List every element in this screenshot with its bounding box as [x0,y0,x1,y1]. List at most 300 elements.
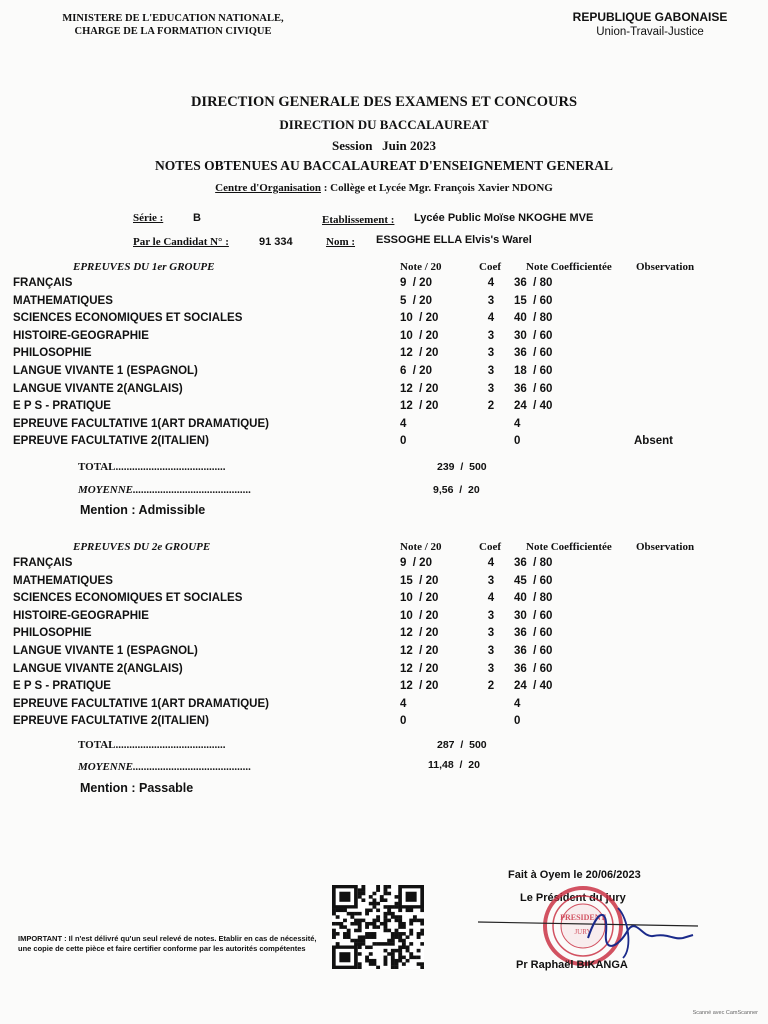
qr-module [420,922,424,926]
qr-module [354,942,358,946]
qr-module [372,925,376,929]
subject-cell: FRANÇAIS [13,557,73,569]
weighted-note-cell: 36 / 80 [514,277,553,289]
qr-module [391,952,395,956]
note-cell: 12 / 20 [400,645,439,657]
qr-module [391,915,395,919]
qr-module [372,922,376,926]
qr-module [369,932,373,936]
qr-module [402,939,406,943]
qr-module [391,956,395,960]
subject-cell: EPREUVE FACULTATIVE 1(ART DRAMATIQUE) [13,697,269,710]
subject-cell: E P S - PRATIQUE [13,680,111,693]
qr-module [347,929,351,933]
qr-module [417,935,421,939]
qr-module [369,922,373,926]
qr-module [384,925,388,929]
qr-module [380,942,384,946]
qr-module [365,935,369,939]
etablissement-value: Lycée Public Moïse NKOGHE MVE [414,212,594,224]
coef-cell: 4 [487,592,495,605]
weighted-note-cell: 18 / 60 [514,365,553,377]
qr-module [420,966,424,969]
qr-module [365,912,369,916]
coef-cell: 4 [487,312,495,325]
qr-module [347,935,351,939]
important-notice: IMPORTANT : Il n'est délivré qu'un seul relevé de notes. Etablir en cas de nécessité, une copie de cette pièce et faire certifier conforme par les autorités compétentes [18,934,317,953]
qr-module [339,925,343,929]
qr-module [391,966,395,969]
coef-cell: 4 [487,557,495,569]
candidate-number-label: Par le Candidat N° : [133,236,229,248]
ministry-line-1: MINISTERE DE L'EDUCATION NATIONALE, [62,13,284,24]
qr-module [402,922,406,926]
qr-module [395,932,399,936]
qr-module [369,962,373,966]
qr-module [413,915,417,919]
qr-module [332,935,336,939]
qr-module [365,945,369,949]
qr-module [402,932,406,936]
note-cell: 9 / 20 [400,277,432,289]
group2-moyenne-value: 11,48 / 20 [428,759,480,771]
table-row [0,418,768,435]
qr-module [358,919,362,923]
qr-module [358,888,362,892]
group1-total-label: TOTAL........................................ [78,461,226,473]
qr-module [398,922,402,926]
qr-module [387,942,391,946]
centre-value: : Collège et Lycée Mgr. François Xavier NDONG [323,182,553,194]
serie-label: Série : [133,212,164,224]
subject-cell: LANGUE VIVANTE 1 (ESPAGNOL) [13,645,198,657]
national-motto: Union-Travail-Justice [596,26,704,38]
table-row [0,330,768,347]
qr-module [376,915,380,919]
qr-module [420,962,424,966]
qr-module [339,909,343,913]
group2-col-coef: Coef [479,541,501,553]
table-row [0,592,768,609]
qr-module [391,949,395,953]
qr-module [387,909,391,913]
group1-col-observation: Observation [636,261,695,273]
qr-module [391,962,395,966]
note-cell: 12 / 20 [400,382,439,395]
qr-module [358,935,362,939]
subject-cell: MATHEMATIQUES [13,294,113,307]
coef-cell: 2 [487,400,495,413]
qr-module [398,925,402,929]
qr-module [358,942,362,946]
qr-module [391,939,395,943]
qr-module [384,949,388,953]
qr-module [417,919,421,923]
qr-module [365,959,369,963]
qr-module [398,952,402,956]
qr-module [376,925,380,929]
qr-module [406,892,417,902]
qr-module [398,915,402,919]
qr-module [336,909,340,913]
qr-module [413,919,417,923]
total-label-text: TOTAL [78,461,116,473]
qr-module [372,919,376,923]
note-cell: 10 / 20 [400,609,439,622]
qr-module [354,919,358,923]
note-cell: 12 / 20 [400,662,439,675]
note-cell: 5 / 20 [400,294,432,307]
qr-module [358,895,362,899]
qr-module [406,909,410,913]
qr-module [417,949,421,953]
qr-module [372,935,376,939]
qr-module [376,909,380,913]
qr-module [395,915,399,919]
weighted-note-cell: 30 / 60 [514,329,553,342]
qr-module [406,959,410,963]
qr-module [409,932,413,936]
qr-module [372,942,376,946]
qr-module [406,935,410,939]
coef-cell: 3 [487,347,495,360]
table-row [0,312,768,329]
qr-module [358,939,362,943]
weighted-note-cell: 45 / 60 [514,574,553,587]
group2-mention: Mention : Passable [80,781,194,795]
qr-module [384,912,388,916]
total-label-text: TOTAL [78,739,116,751]
qr-module [376,888,380,892]
coef-cell: 3 [487,609,495,622]
qr-module [417,962,421,966]
coef-cell: 4 [487,277,495,289]
qr-module [369,909,373,913]
qr-module [384,956,388,960]
group2-title: EPREUVES DU 2e GROUPE [73,541,211,553]
qr-module [372,905,376,909]
subject-cell: LANGUE VIVANTE 1 (ESPAGNOL) [13,365,198,377]
qr-module [395,962,399,966]
qr-module [398,939,402,943]
qr-module [387,919,391,923]
qr-module [409,929,413,933]
table-row [0,557,768,574]
qr-module [361,939,365,943]
qr-module [376,919,380,923]
qr-module [417,956,421,960]
group1-col-note: Note / 20 [400,261,442,273]
qr-code [332,885,424,969]
qr-module [361,919,365,923]
qr-module [406,949,410,953]
qr-module [358,922,362,926]
qr-module [358,925,362,929]
qr-module [347,912,351,916]
qr-module [395,905,399,909]
qr-module [409,922,413,926]
subject-cell: SCIENCES ECONOMIQUES ET SOCIALES [13,312,243,325]
qr-module [395,895,399,899]
moyenne-label-text: MOYENNE [78,761,134,773]
qr-module [361,942,365,946]
subject-cell: EPREUVE FACULTATIVE 2(ITALIEN) [13,715,209,728]
qr-module [402,962,406,966]
qr-module [369,952,373,956]
qr-module [332,929,336,933]
qr-module [347,932,351,936]
weighted-note-cell: 0 [514,715,521,728]
qr-module [384,929,388,933]
qr-module [387,939,391,943]
group1-total-value: 239 / 500 [437,461,487,473]
qr-module [387,905,391,909]
qr-code-graphic [332,885,424,969]
table-row [0,575,768,592]
qr-module [391,959,395,963]
weighted-note-cell: 36 / 60 [514,627,553,640]
qr-module [384,888,388,892]
group2-col-note: Note / 20 [400,541,442,553]
note-cell: 10 / 20 [400,312,439,325]
weighted-note-cell: 4 [514,417,521,430]
qr-module [409,909,413,913]
qr-module [336,932,340,936]
qr-module [395,919,399,923]
table-row [0,645,768,662]
table-row [0,365,768,382]
weighted-note-cell: 36 / 80 [514,557,553,569]
qr-module [332,932,336,936]
qr-module [380,922,384,926]
qr-module [391,942,395,946]
qr-module [369,902,373,906]
qr-module [420,929,424,933]
direction-bac-title: DIRECTION DU BACCALAUREAT [279,117,489,132]
qr-module [420,942,424,946]
qr-module [395,959,399,963]
qr-module [358,962,362,966]
qr-module [358,892,362,896]
qr-module [395,966,399,969]
qr-module [339,952,350,962]
group2-col-note-coef: Note Coefficientée [526,541,612,553]
qr-module [350,922,354,926]
weighted-note-cell: 15 / 60 [514,294,553,307]
qr-module [343,932,347,936]
qr-module [395,929,399,933]
coef-cell: 3 [487,329,495,342]
note-cell: 0 [400,715,407,728]
qr-module [409,919,413,923]
qr-module [358,929,362,933]
candidate-number-value: 91 334 [259,236,293,248]
table-row [0,680,768,697]
qr-module [387,892,391,896]
qr-module [409,956,413,960]
table-row [0,400,768,417]
qr-module [398,945,402,949]
qr-module [395,949,399,953]
table-row [0,295,768,312]
qr-module [384,885,388,889]
centre-label: Centre d'Organisation [215,182,321,194]
qr-module [361,892,365,896]
subject-cell: SCIENCES ECONOMIQUES ET SOCIALES [13,592,243,605]
qr-module [336,915,340,919]
qr-module [365,922,369,926]
table-row [0,347,768,364]
note-cell: 6 / 20 [400,365,432,377]
signatory-name: Pr Raphaël BIKANGA [516,959,628,971]
etablissement-label: Etablissement : [322,214,395,226]
weighted-note-cell: 36 / 60 [514,382,553,395]
subject-cell: HISTOIRE-GEOGRAPHIE [13,329,149,342]
weighted-note-cell: 36 / 60 [514,662,553,675]
qr-module [372,932,376,936]
qr-module [384,898,388,902]
qr-module [369,895,373,899]
subject-cell: E P S - PRATIQUE [13,400,111,413]
qr-module [376,942,380,946]
qr-module [365,956,369,960]
qr-module [420,909,424,913]
group2-col-observation: Observation [636,541,695,553]
coef-cell: 3 [487,574,495,587]
qr-module [420,919,424,923]
qr-module [384,959,388,963]
qr-module [372,959,376,963]
weighted-note-cell: 4 [514,697,521,710]
qr-module [395,935,399,939]
qr-module [358,912,362,916]
republic-header [545,10,755,40]
direction-generale-title: DIRECTION GENERALE DES EXAMENS ET CONCOURS [190,94,578,110]
qr-module [369,959,373,963]
qr-module [384,905,388,909]
qr-module [332,922,336,926]
ministry-header [28,12,318,38]
qr-module [358,966,362,969]
table-row [0,663,768,680]
qr-module [398,909,402,913]
svg-text:PRESIDENT: PRESIDENT [560,913,606,922]
weighted-note-cell: 24 / 40 [514,400,553,413]
qr-module [391,932,395,936]
table-row [0,627,768,644]
qr-module [354,922,358,926]
qr-module [354,912,358,916]
qr-module [372,902,376,906]
ministry-line-2: CHARGE DE LA FORMATION CIVIQUE [74,26,272,37]
scanner-watermark: Scanné avec CamScanner [692,1010,758,1016]
group1-mention: Mention : Admissible [80,503,206,517]
note-cell: 4 [400,417,407,430]
qr-module [358,945,362,949]
weighted-note-cell: 24 / 40 [514,680,553,693]
president-jury: Le Président du jury [520,892,626,904]
qr-module [369,945,373,949]
note-cell: 12 / 20 [400,347,439,360]
group1-moyenne-label: MOYENNE........................................... [78,484,252,496]
qr-module [365,909,369,913]
qr-module [343,919,347,923]
coef-cell: 3 [487,662,495,675]
qr-module [398,959,402,963]
subject-cell: PHILOSOPHIE [13,347,92,360]
group2-total-value: 287 / 500 [437,739,487,751]
subject-cell: EPREUVE FACULTATIVE 2(ITALIEN) [13,435,209,448]
coef-cell: 3 [487,627,495,640]
candidate-name: ESSOGHE ELLA Elvis's Warel [376,234,532,246]
subject-cell: LANGUE VIVANTE 2(ANGLAIS) [13,662,183,675]
session-title: Session Juin 2023 [331,138,437,153]
table-row [0,610,768,627]
observation-cell: Absent [634,435,673,448]
qr-module [387,885,391,889]
table-row [0,435,768,452]
qr-module [391,905,395,909]
weighted-note-cell: 0 [514,435,521,448]
qr-module [336,942,340,946]
qr-module [384,915,388,919]
qr-module [332,912,336,916]
qr-module [376,966,380,969]
subject-cell: LANGUE VIVANTE 2(ANGLAIS) [13,382,183,395]
weighted-note-cell: 36 / 60 [514,645,553,657]
qr-module [398,935,402,939]
note-cell: 12 / 20 [400,400,439,413]
qr-module [387,929,391,933]
moyenne-label-text: MOYENNE [78,484,134,496]
svg-text:JURY: JURY [574,928,592,936]
subject-cell: FRANÇAIS [13,277,73,289]
qr-module [402,945,406,949]
qr-module [343,935,347,939]
table-row [0,698,768,715]
note-cell: 10 / 20 [400,329,439,342]
group1-moyenne-value: 9,56 / 20 [433,484,480,496]
qr-module [372,898,376,902]
qr-module [343,925,347,929]
note-cell: 4 [400,697,407,710]
country-name: REPUBLIQUE GABONAISE [572,10,728,24]
coef-cell: 2 [487,680,495,693]
qr-module [398,919,402,923]
qr-module [391,935,395,939]
qr-module [391,912,395,916]
qr-module [339,892,350,902]
qr-module [402,942,406,946]
qr-module [350,912,354,916]
group2-moyenne-label: MOYENNE........................................... [78,761,252,773]
qr-module [395,902,399,906]
qr-module [361,885,365,889]
group2-total-label: TOTAL........................................ [78,739,226,751]
note-cell: 9 / 20 [400,557,432,569]
group1-title: EPREUVES DU 1er GROUPE [73,261,215,273]
qr-module [339,922,343,926]
qr-module [343,909,347,913]
table-row [0,383,768,400]
fait-a-date: Fait à Oyem le 20/06/2023 [508,869,641,881]
qr-module [398,949,402,953]
official-stamp [545,888,621,964]
qr-module [380,898,384,902]
qr-module [336,922,340,926]
weighted-note-cell: 36 / 60 [514,347,553,360]
qr-module [350,915,354,919]
